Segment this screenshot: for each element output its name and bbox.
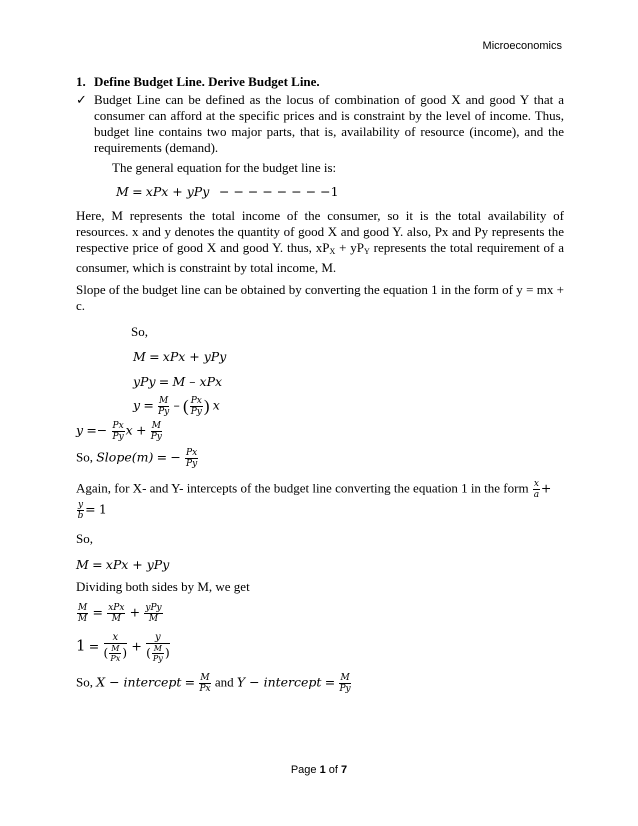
normalized-equation: 1 = x ( $\frac{M}{Px}$ ) + y ( $\frac{M}{Py}$ ) (76, 632, 170, 663)
section-number: 1. (76, 74, 86, 89)
divided-equation: $\frac{M}{M}$ = $\frac{\text{xPx}}{M}$ + $\frac{\text{yPy}}{M}$ (78, 603, 162, 624)
so-label-2: So, (76, 531, 93, 546)
definition-bullet (76, 92, 564, 156)
slope-eq-2: yPy = M – xPx (133, 374, 223, 389)
slope-intro: Slope of the budget line can be obtained by converting the equation 1 in the form of y = mx + c. (76, 282, 564, 313)
slope-eq-4: y =− $\frac{Px}{Py}$ x + $\frac{M}{Py}$ (76, 421, 162, 442)
section-heading (76, 74, 564, 90)
equation-again: M = xPx + yPy (76, 557, 170, 572)
explanation-paragraph: Here, M represents the total income of the consumer, so it is the total availability of resources. x and y denotes the quantity of good X and good Y. also, Px and Py represents the respective price of good X and good Y. thus, $xP_X + yP_Y$ represents the total requirement of a consumer, which is constraint by total income, M. (76, 208, 564, 275)
so-label-1: So, (131, 324, 148, 339)
checkmark-icon: ✓ (76, 92, 87, 107)
definition-text: Budget Line can be defined as the locus of combination of good X and good Y that a consumer can afford at the specific prices and is constraint by the level of income. Thus, budget line contains two major parts, that is, availability of resource (income), and the requirements (demand). (94, 92, 564, 155)
current-page: 1 (319, 764, 326, 776)
general-intro: The general equation for the budget line is: (112, 160, 337, 175)
page-body (76, 74, 564, 694)
intercepts-result: So, X − intercept = $\frac{M}{Px}$ and Y − intercept = $\frac{M}{Py}$ (76, 673, 351, 694)
section-title: Define Budget Line. Derive Budget Line. (94, 74, 320, 89)
intercept-form: $\frac{y}{b}$ = 1 (77, 500, 107, 521)
total-pages: 7 (341, 764, 348, 776)
slope-eq-1: M = xPx + yPy (133, 349, 227, 364)
equation-1: M = xPx + yPy − − − − − − − −1 (116, 184, 339, 199)
page-header: Microeconomics (482, 40, 562, 52)
slope-result: So, Slope(m) = − $\frac{Px}{Py}$ (76, 448, 198, 469)
dividing-text: Dividing both sides by M, we get (76, 579, 250, 594)
intercept-intro: Again, for X- and Y- intercepts of the budget line converting the equation 1 in the form $\frac{x}{a}$ + (76, 479, 552, 500)
slope-eq-3: y = $\frac{M}{Py}$ – ( $\frac{Px}{Py}$ ) x (133, 396, 220, 417)
page-footer: Page 1 of 7 (290, 764, 348, 776)
